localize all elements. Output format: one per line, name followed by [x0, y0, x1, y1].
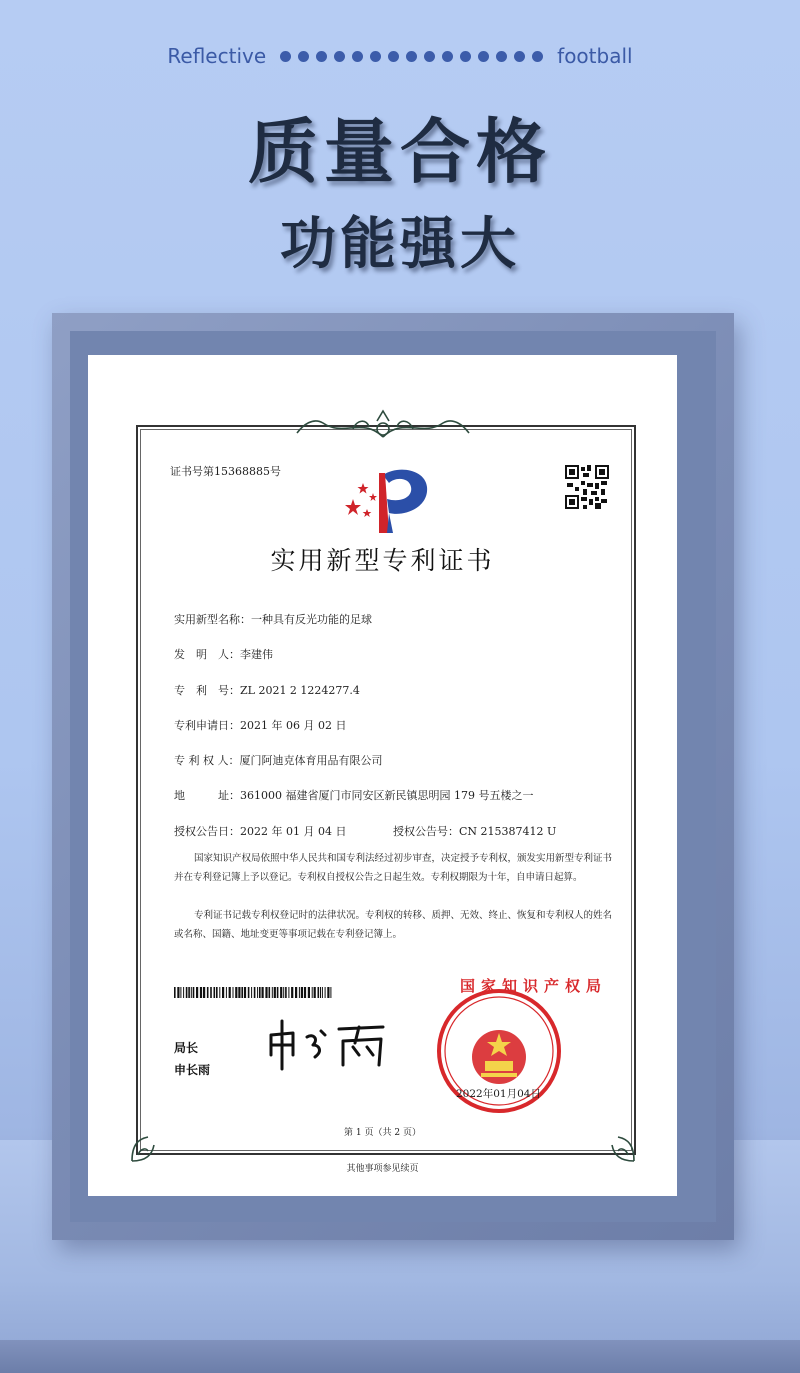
- field-inventor: [174, 646, 273, 662]
- field-announcement-date: [174, 823, 346, 839]
- tagline-dot: [298, 51, 309, 62]
- field-label: 实用新型名称：: [174, 613, 251, 626]
- tagline-dot: [460, 51, 471, 62]
- tagline-dot: [532, 51, 543, 62]
- field-value: 厦门阿迪克体育用品有限公司: [239, 754, 383, 767]
- certificate-title: 实用新型专利证书: [270, 546, 495, 575]
- field-utility-model-name: [174, 611, 372, 627]
- certificate-number: 证书号第15368885号: [170, 465, 281, 478]
- field-label: 地 址：: [174, 789, 240, 802]
- field-label: 授权公告日：: [174, 825, 240, 838]
- field-value: 2022 年 01 月 04 日: [240, 825, 347, 838]
- field-value: ZL 2021 2 1224277.4: [240, 684, 360, 697]
- field-value: 2021 年 06 月 02 日: [240, 719, 347, 732]
- seal-date: 2022年01月04日: [456, 1088, 541, 1100]
- qr-code-icon: [565, 465, 609, 509]
- field-label: 专 利 号：: [174, 684, 240, 697]
- tagline-dot: [316, 51, 327, 62]
- tagline-dot: [388, 51, 399, 62]
- field-label: 专 利 权 人：: [174, 754, 240, 767]
- handwritten-signature-icon: [263, 1015, 393, 1071]
- tagline-dot: [406, 51, 417, 62]
- field-address: [174, 787, 533, 803]
- seal-text: 国家知识产权局: [460, 977, 608, 995]
- field-label: 专利申请日：: [174, 719, 240, 732]
- tagline-dot: [478, 51, 489, 62]
- field-announcement-number: [393, 823, 556, 839]
- tagline-dot: [442, 51, 453, 62]
- field-value: 361000 福建省厦门市同安区新民镇思明园 179 号五楼之一: [240, 789, 534, 802]
- field-value: 李建伟: [240, 648, 273, 661]
- legal-status-paragraph: 专利证书记载专利权登记时的法律状况。专利权的转移、质押、无效、终止、恢复和专利权人的姓名或名称、国籍、地址变更等事项记载在专利登记簿上。: [174, 910, 613, 940]
- tagline-right: football: [557, 44, 633, 68]
- top-ornament-icon: [293, 407, 473, 447]
- tagline-row: [0, 40, 800, 72]
- headline-quality: 质量合格: [248, 110, 552, 193]
- signer-name: 申长雨: [174, 1063, 211, 1077]
- tagline-dot: [334, 51, 345, 62]
- field-patentee: [174, 752, 383, 768]
- background-base-strip: [0, 1340, 800, 1373]
- tagline-dot: [424, 51, 435, 62]
- field-label: 发 明 人：: [174, 648, 240, 661]
- headline-function: 功能强大: [280, 211, 520, 277]
- signer-title: 局长: [174, 1041, 199, 1055]
- tagline-dot: [496, 51, 507, 62]
- tagline-dot: [514, 51, 525, 62]
- tagline-dots: [280, 51, 543, 62]
- patent-office-logo-icon: [343, 463, 438, 538]
- continuation-note: 其他事项参见续页: [346, 1164, 419, 1174]
- tagline-dot: [352, 51, 363, 62]
- tagline-dot: [370, 51, 381, 62]
- field-label: 授权公告号：: [393, 825, 459, 838]
- tagline-dot: [280, 51, 291, 62]
- grant-paragraph: 国家知识产权局依照中华人民共和国专利法经过初步审查，决定授予专利权，颁发实用新型专利证书并在专利登记簿上予以登记。专利权自授权公告之日起生效。专利权期限为十年，自申请日起算。: [174, 853, 613, 883]
- barcode-icon: [174, 987, 334, 998]
- field-value: 一种具有反光功能的足球: [251, 613, 372, 626]
- certificate-paper: [88, 355, 677, 1196]
- field-value: CN 215387412 U: [459, 825, 557, 838]
- page-number: 第 1 页（共 2 页）: [344, 1128, 421, 1138]
- tagline-left: Reflective: [167, 44, 267, 68]
- field-filing-date: [174, 717, 346, 733]
- field-patent-number: [174, 682, 360, 698]
